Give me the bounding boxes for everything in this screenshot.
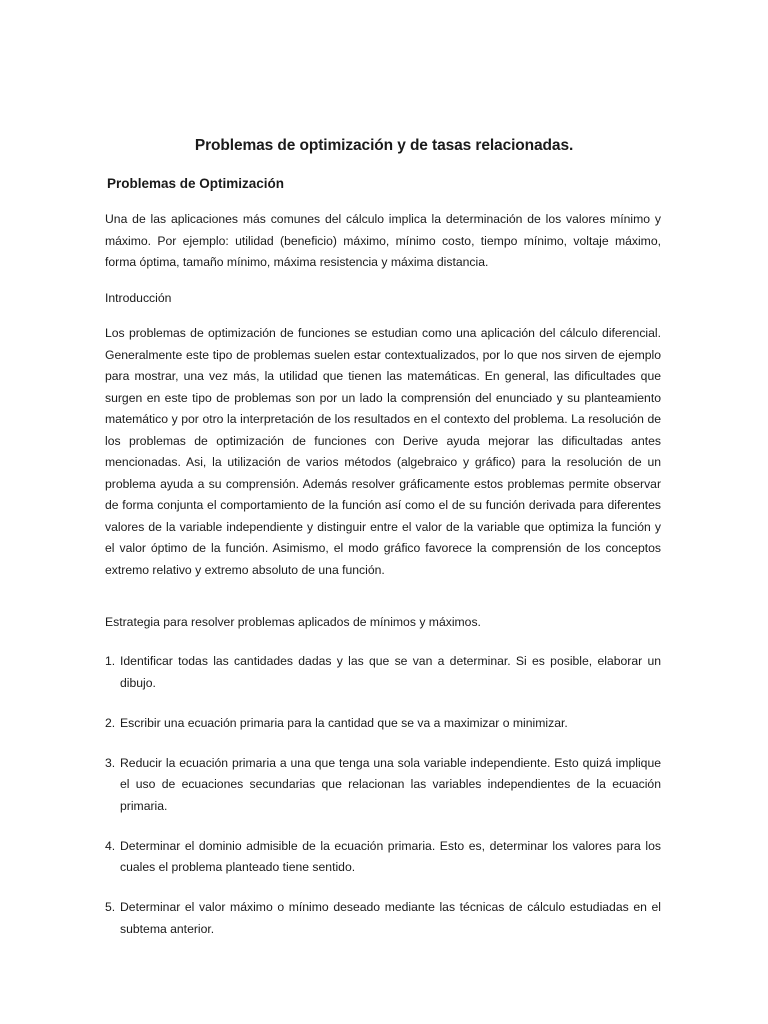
step-number: 3. (105, 755, 116, 770)
step-text: Determinar el dominio admisible de la ecuación primaria. Esto es, determinar los valores para los cuales el problema planteado tiene sentido. (120, 838, 661, 874)
step-number: 4. (105, 838, 116, 853)
step-text: Determinar el valor máximo o mínimo deseado mediante las técnicas de cálculo estudiadas en el subtema anterior. (120, 900, 661, 936)
step-text: Identificar todas las cantidades dadas y las que se van a determinar. Si es posible, elaborar un dibujo. (120, 654, 661, 690)
step-text: Escribir una ecuación primaria para la cantidad que se va a maximizar o minimizar. (120, 715, 568, 730)
document-title: Problemas de optimización y de tasas relacionadas. (194, 137, 574, 154)
list-item (105, 651, 661, 694)
step-number: 1. (105, 654, 116, 668)
step-number: 5. (105, 900, 116, 914)
body-paragraph: Los problemas de optimización de funciones se estudian como una aplicación del cálculo diferencial. Generalmente este tipo de problemas suelen estar contextualizados, por lo que nos sirven de ejemplo para mostrar, una vez más, la utilidad que tienen las matemáticas. En general, las dificultades que surgen en este tipo de problemas son por un lado la comprensión del enunciado y su planteamiento matemático y por otro la interpretación de los resultados en el contexto del problema. La resolución de los problemas de optimización de funciones con Derive ayuda mejorar las dificultadas antes mencionadas. Asi, la utilización de varios métodos (algebraico y gráfico) para la resolución de un problema ayuda a su comprensión. Además resolver gráficamente estos problemas permite observar de forma conjunta el comportamiento de la función así como el de su función derivada para diferentes valores de la variable independiente y distinguir entre el valor de la variable que optimiza la función y el valor óptimo de la función. Asimismo, el modo gráfico favorece la comprensión de los conceptos extremo relativo y extremo absoluto de una función. (105, 326, 661, 577)
list-item (105, 753, 661, 818)
section-heading-optimizacion: Problemas de Optimización (107, 176, 285, 191)
step-number: 2. (105, 715, 116, 730)
step-text: Reducir la ecuación primaria a una que tenga una sola variable independiente. Esto quizá implique el uso de ecuaciones secundarias que relacionan las variables independientes de la ecuación primaria. (120, 755, 661, 813)
strategy-heading: Estrategia para resolver problemas aplicados de mínimos y máximos. (105, 615, 481, 629)
list-item (105, 713, 661, 735)
strategy-steps-list (105, 651, 661, 959)
list-item (105, 836, 661, 879)
introduccion-heading: Introducción (105, 291, 172, 305)
list-item (105, 897, 661, 940)
intro-paragraph: Una de las aplicaciones más comunes del cálculo implica la determinación de los valores mínimo y máximo. Por ejemplo: utilidad (beneficio) máximo, mínimo costo, tiempo mínimo, voltaje máximo, forma óptima, tamaño mínimo, máxima resistencia y máxima distancia. (105, 212, 661, 269)
